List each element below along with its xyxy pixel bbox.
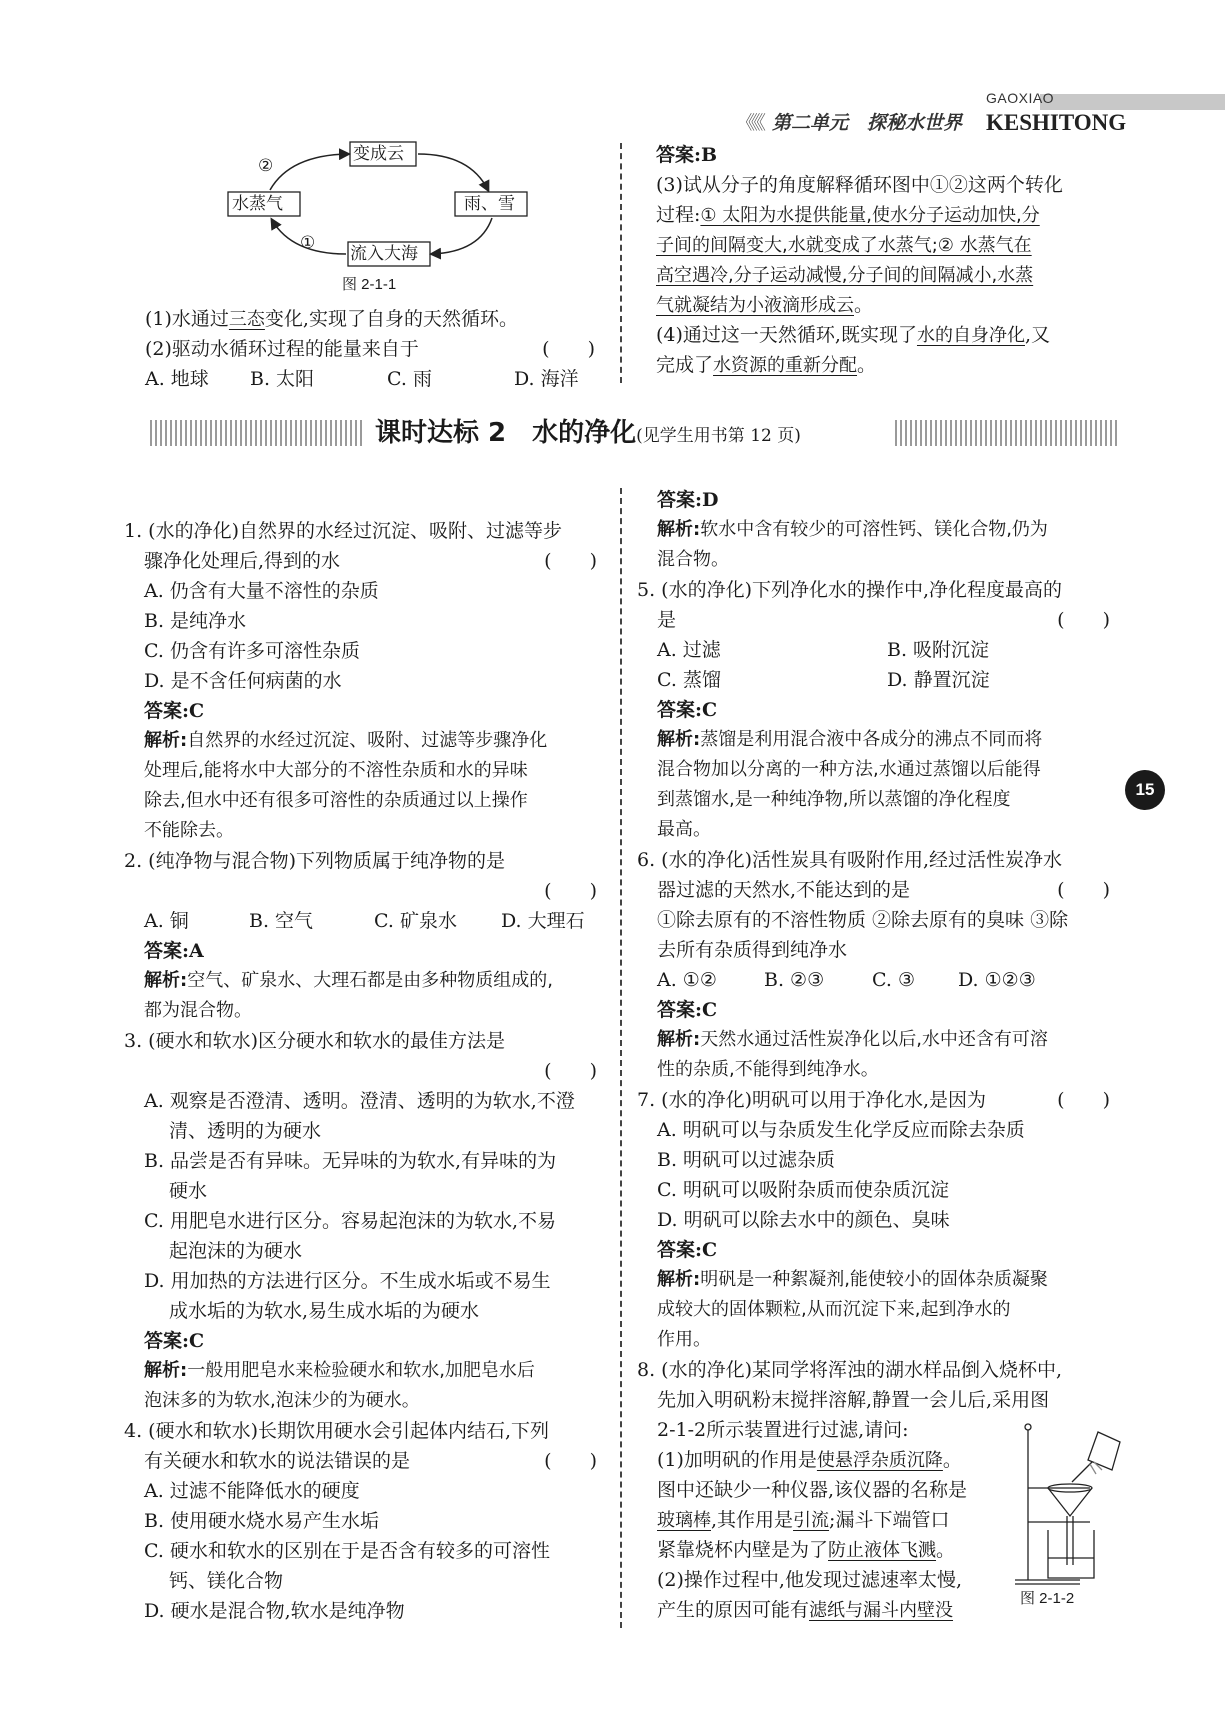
q6-exp-2: 性的杂质,不能得到纯净水。 <box>657 1059 879 1080</box>
q8-s1-answer3: 引流 <box>793 1510 830 1531</box>
section-title-main: 课时达标 2 水的净化 <box>375 418 637 448</box>
q2b-opt-a: A. 铜 <box>144 910 189 932</box>
q7-exp-3: 作用。 <box>657 1329 711 1350</box>
node-sea: 流入大海 <box>350 244 418 264</box>
q8-s1-line2: 图中还缺少一种仪器,该仪器的名称是 <box>657 1479 968 1501</box>
q1-exp-text-1: 自然界的水经过沉淀、吸附、过滤等步骤净化 <box>187 730 548 751</box>
q8-stem-3: 2-1-2所示装置进行过滤,请问: <box>657 1419 909 1441</box>
q4-line1 <box>656 320 1116 350</box>
column-divider-top <box>620 143 622 383</box>
q8-s1-mid: ,其作用是 <box>711 1509 794 1531</box>
q1-opt-b: B. 是纯净水 <box>144 610 247 632</box>
q3-end: 。 <box>854 294 874 316</box>
q6-opt-d: D. ①②③ <box>958 969 1036 991</box>
q8-s1-line4-prefix: 紧靠烧杯内壁是为了 <box>657 1539 829 1561</box>
q7-exp-text-1: 明矾是一种絮凝剂,能使较小的固体杂质凝聚 <box>700 1269 1048 1290</box>
q3-prefix: 过程: <box>656 204 701 226</box>
q1-exp-1 <box>124 726 607 756</box>
q8-s2-answer: 滤纸与漏斗内壁没 <box>809 1600 954 1621</box>
section-title-sub: (见学生用书第 12 页) <box>636 426 801 446</box>
q5-stem-1: 5. (水的净化)下列净化水的操作中,净化程度最高的 <box>637 579 1063 601</box>
q5-opt-b: B. 吸附沉淀 <box>887 639 990 661</box>
q1-exp-label: 解析: <box>144 730 188 751</box>
q4b-opt-c-2: 钙、镁化合物 <box>169 1570 284 1592</box>
q3-answer-2: 子间的间隔变大,水就变成了水蒸气;② 水蒸气在 <box>656 235 1032 256</box>
q7-opt-b: B. 明矾可以过滤杂质 <box>657 1149 836 1171</box>
q5-exp-label: 解析: <box>657 729 701 750</box>
header-unit-title <box>736 110 962 136</box>
header-unit-text: 第二单元 探秘水世界 <box>772 112 963 134</box>
q4b-stem-2 <box>124 1446 607 1476</box>
q4-answer-2: 水资源的重新分配 <box>713 355 858 376</box>
q1-opt-d: D. 是不含任何病菌的水 <box>144 670 342 692</box>
q4r-exp-2: 混合物。 <box>657 549 729 570</box>
q2-opt-b: B. 太阳 <box>250 368 315 390</box>
q3b-exp-label: 解析: <box>144 1360 188 1381</box>
figure-caption-2-1-1: 图 2-1-1 <box>342 276 397 293</box>
q6-options <box>637 965 1120 995</box>
q4b-paren: ( ) <box>544 1450 597 1472</box>
q7-stem <box>637 1085 1120 1115</box>
q8-s1-line4-end: 。 <box>936 1539 956 1561</box>
q2b-exp-1 <box>124 966 607 996</box>
section-title <box>375 410 801 459</box>
q2b-options <box>124 906 607 936</box>
q2b-exp-text-1: 空气、矿泉水、大理石都是由多种物质组成的, <box>187 970 553 991</box>
section-title-bar <box>150 410 1050 456</box>
q8-stem-1: 8. (水的净化)某同学将浑浊的湖水样品倒入烧杯中, <box>637 1359 1063 1381</box>
q4b-opt-c-1: C. 硬水和软水的区别在于是否含有较多的可溶性 <box>144 1540 550 1562</box>
q6-stem-4: 去所有杂质得到纯净水 <box>657 939 848 961</box>
node-vapor: 水蒸气 <box>232 194 283 214</box>
q1-exp-3: 除去,但水中还有很多可溶性的杂质通过以上操作 <box>144 790 528 811</box>
q3b-exp-1 <box>124 1356 607 1386</box>
header-brand-small: GAOXIAO <box>986 90 1055 106</box>
q2-text: (2)驱动水循环过程的能量来自于 <box>145 338 419 360</box>
q1-answer: 三态 <box>228 309 265 330</box>
q3b-opt-c-2: 起泡沫的为硬水 <box>169 1240 303 1262</box>
q5-opt-c: C. 蒸馏 <box>657 669 721 691</box>
q3b-opt-b-1: B. 品尝是否有异味。无异味的为软水,有异味的为 <box>144 1150 557 1172</box>
q4-end: 。 <box>857 354 877 376</box>
label-1: ① <box>300 233 316 253</box>
q1-line <box>145 304 605 334</box>
q2-options <box>145 364 605 394</box>
q3b-answer: 答案:C <box>144 1330 205 1352</box>
q8-s1-mid2: ;漏斗下端管口 <box>829 1509 950 1531</box>
q1-suffix: 变化,实现了自身的天然循环。 <box>264 308 518 330</box>
left-column <box>124 516 607 1626</box>
q2-line <box>145 334 605 364</box>
q5-opt-a: A. 过滤 <box>657 639 721 661</box>
answer-b: 答案:B <box>656 144 718 166</box>
q2b-opt-c: C. 矿泉水 <box>374 910 457 932</box>
q6-exp-1 <box>637 1025 1120 1055</box>
q4r-exp-label: 解析: <box>657 519 701 540</box>
q6-opt-c: C. ③ <box>872 969 915 991</box>
q8-s1-answer4: 防止液体飞溅 <box>828 1540 937 1561</box>
q1-opt-c: C. 仍含有许多可溶性杂质 <box>144 640 360 662</box>
q7-paren: ( ) <box>1057 1089 1110 1111</box>
q4b-opt-d: D. 硬水是混合物,软水是纯净物 <box>144 1600 405 1622</box>
q6-opt-a: A. ①② <box>657 969 717 991</box>
q8-s1-answer2: 玻璃棒 <box>657 1510 711 1531</box>
filtration-figure <box>1010 1420 1125 1607</box>
title-hatch-left <box>150 420 365 446</box>
top-left-text <box>145 304 605 394</box>
q3b-opt-d-1: D. 用加热的方法进行区分。不生成水垢或不易生 <box>144 1270 551 1292</box>
q2b-paren: ( ) <box>544 880 597 902</box>
q8-s1-end: 。 <box>942 1449 962 1471</box>
q5-exp-3: 到蒸馏水,是一种纯净物,所以蒸馏的净化程度 <box>657 789 1011 810</box>
q8-s1-prefix: (1)加明矾的作用是 <box>657 1449 817 1471</box>
q3-answer-1: ① 太阳为水提供能量,使水分子运动加快,分 <box>700 205 1040 226</box>
label-2: ② <box>258 156 274 176</box>
q6-stem-3: ①除去原有的不溶性物质 ②除去原有的臭味 ③除 <box>657 909 1069 931</box>
q5-paren: ( ) <box>1057 609 1110 631</box>
q4b-opt-a: A. 过滤不能降低水的硬度 <box>144 1480 360 1502</box>
q2b-opt-b: B. 空气 <box>249 910 314 932</box>
q4r-exp-1 <box>637 515 1120 545</box>
q2-opt-d: D. 海洋 <box>514 368 579 390</box>
q6-stem-2 <box>637 875 1120 905</box>
q4b-stem-1: 4. (硬水和软水)长期饮用硬水会引起体内结石,下列 <box>124 1420 550 1442</box>
q4-line2-prefix: 完成了 <box>656 354 714 376</box>
column-divider-bottom <box>620 488 622 1628</box>
q6-answer: 答案:C <box>657 999 718 1021</box>
q6-exp-label: 解析: <box>657 1029 701 1050</box>
q3b-stem: 3. (硬水和软水)区分硬水和软水的最佳方法是 <box>124 1030 505 1052</box>
q2b-exp-2: 都为混合物。 <box>144 1000 252 1021</box>
q5-options-row2 <box>637 665 1120 695</box>
node-rain-snow: 雨、雪 <box>464 194 515 214</box>
top-right-text <box>656 140 1116 380</box>
chevrons-icon: 《《《 <box>736 112 763 134</box>
q1-stem-2-text: 骤净化处理后,得到的水 <box>144 550 341 572</box>
q7-stem-text: 7. (水的净化)明矾可以用于净化水,是因为 <box>637 1089 987 1111</box>
q6-stem-1: 6. (水的净化)活性炭具有吸附作用,经过活性炭净水 <box>637 849 1063 871</box>
q1-opt-a: A. 仍含有大量不溶性的杂质 <box>144 580 379 602</box>
q3-line2 <box>656 200 1116 230</box>
q2b-answer: 答案:A <box>144 940 204 962</box>
q6-paren: ( ) <box>1057 879 1110 901</box>
q5-exp-1 <box>637 725 1120 755</box>
q5-answer: 答案:C <box>657 699 718 721</box>
q8-s2-prefix: 产生的原因可能有 <box>657 1599 810 1621</box>
q2-stem: 2. (纯净物与混合物)下列物质属于纯净物的是 <box>124 850 505 872</box>
q4r-answer: 答案:D <box>657 489 719 511</box>
q7-opt-c: C. 明矾可以吸附杂质而使杂质沉淀 <box>657 1179 949 1201</box>
q7-opt-a: A. 明矾可以与杂质发生化学反应而除去杂质 <box>657 1119 1025 1141</box>
q2-opt-a: A. 地球 <box>145 368 209 390</box>
q4b-stem-2-text: 有关硬水和软水的说法错误的是 <box>144 1450 411 1472</box>
q5-exp-4: 最高。 <box>657 819 711 840</box>
q4-mid: ,又 <box>1024 324 1051 346</box>
q3b-exp-2: 泡沫多的为软水,泡沫少的为硬水。 <box>144 1390 420 1411</box>
q2b-exp-label: 解析: <box>144 970 188 991</box>
q3-answer-4: 气就凝结为小液滴形成云 <box>656 295 854 316</box>
q4b-opt-b: B. 使用硬水烧水易产生水垢 <box>144 1510 380 1532</box>
q3b-opt-a-2: 清、透明的为硬水 <box>169 1120 322 1142</box>
filtration-apparatus-icon <box>1010 1420 1125 1595</box>
q7-exp-1 <box>637 1265 1120 1295</box>
q1-prefix: (1)水通过 <box>145 308 229 330</box>
header-brand-big: KESHITONG <box>986 110 1127 135</box>
q1-stem-2 <box>124 546 607 576</box>
figure-caption-2-1-2: 图 2-1-2 <box>1020 1590 1075 1607</box>
q1-answer: 答案:C <box>144 700 205 722</box>
q6-exp-text-1: 天然水通过活性炭净化以后,水中还含有可溶 <box>700 1029 1048 1050</box>
q4-prefix: (4)通过这一天然循环,既实现了 <box>656 324 917 346</box>
page-number-badge: 15 <box>1125 770 1165 810</box>
q2-paren: ( ) <box>542 338 595 360</box>
q4-answer-1: 水的自身净化 <box>916 325 1025 346</box>
q3-line1: (3)试从分子的角度解释循环图中①②这两个转化 <box>656 174 1063 196</box>
q1-exp-2: 处理后,能将水中大部分的不溶性杂质和水的异味 <box>144 760 528 781</box>
q5-stem-2-text: 是 <box>657 609 677 631</box>
q5-exp-text-1: 蒸馏是利用混合液中各成分的沸点不同而将 <box>700 729 1043 750</box>
q4r-exp-text-1: 软水中含有较少的可溶性钙、镁化合物,仍为 <box>700 519 1048 540</box>
q5-exp-2: 混合物加以分离的一种方法,水通过蒸馏以后能得 <box>657 759 1041 780</box>
q5-stem-2 <box>637 605 1120 635</box>
q5-options-row1 <box>637 635 1120 665</box>
q1-stem-1: 1. (水的净化)自然界的水经过沉淀、吸附、过滤等步 <box>124 520 562 542</box>
q1-exp-4: 不能除去。 <box>144 820 234 841</box>
q7-exp-label: 解析: <box>657 1269 701 1290</box>
q3b-exp-text-1: 一般用肥皂水来检验硬水和软水,加肥皂水后 <box>187 1360 535 1381</box>
node-cloud: 变成云 <box>353 144 404 164</box>
q5-opt-d: D. 静置沉淀 <box>887 669 990 691</box>
q8-s1-answer: 使悬浮杂质沉降 <box>816 1450 943 1471</box>
q2-opt-c: C. 雨 <box>387 368 432 390</box>
water-cycle-diagram <box>220 140 560 309</box>
q3b-opt-d-2: 成水垢的为软水,易生成水垢的为硬水 <box>169 1300 480 1322</box>
q3b-opt-c-1: C. 用肥皂水进行区分。容易起泡沫的为软水,不易 <box>144 1210 556 1232</box>
q3b-opt-b-2: 硬水 <box>169 1180 208 1202</box>
q3-answer-3: 高空遇冷,分子运动减慢,分子间的间隔减小,水蒸 <box>656 265 1034 286</box>
q7-exp-2: 成较大的固体颗粒,从而沉淀下来,起到净水的 <box>657 1299 1011 1320</box>
title-hatch-right <box>895 420 1120 446</box>
q3b-opt-a-1: A. 观察是否澄清、透明。澄清、透明的为软水,不澄 <box>144 1090 575 1112</box>
q7-opt-d: D. 明矾可以除去水中的颜色、臭味 <box>657 1209 950 1231</box>
q6-opt-b: B. ②③ <box>764 969 825 991</box>
q6-stem-2-text: 器过滤的天然水,不能达到的是 <box>657 879 911 901</box>
q7-answer: 答案:C <box>657 1239 718 1261</box>
q4-line2 <box>656 350 1116 380</box>
q3b-paren: ( ) <box>544 1060 597 1082</box>
q8-s2-line1: (2)操作过程中,他发现过滤速率太慢, <box>657 1569 962 1591</box>
q2b-opt-d: D. 大理石 <box>501 910 585 932</box>
header-gray-bar <box>1040 94 1225 110</box>
q1-paren: ( ) <box>544 550 597 572</box>
q8-stem-2: 先加入明矾粉末搅拌溶解,静置一会儿后,采用图 <box>657 1389 1050 1411</box>
